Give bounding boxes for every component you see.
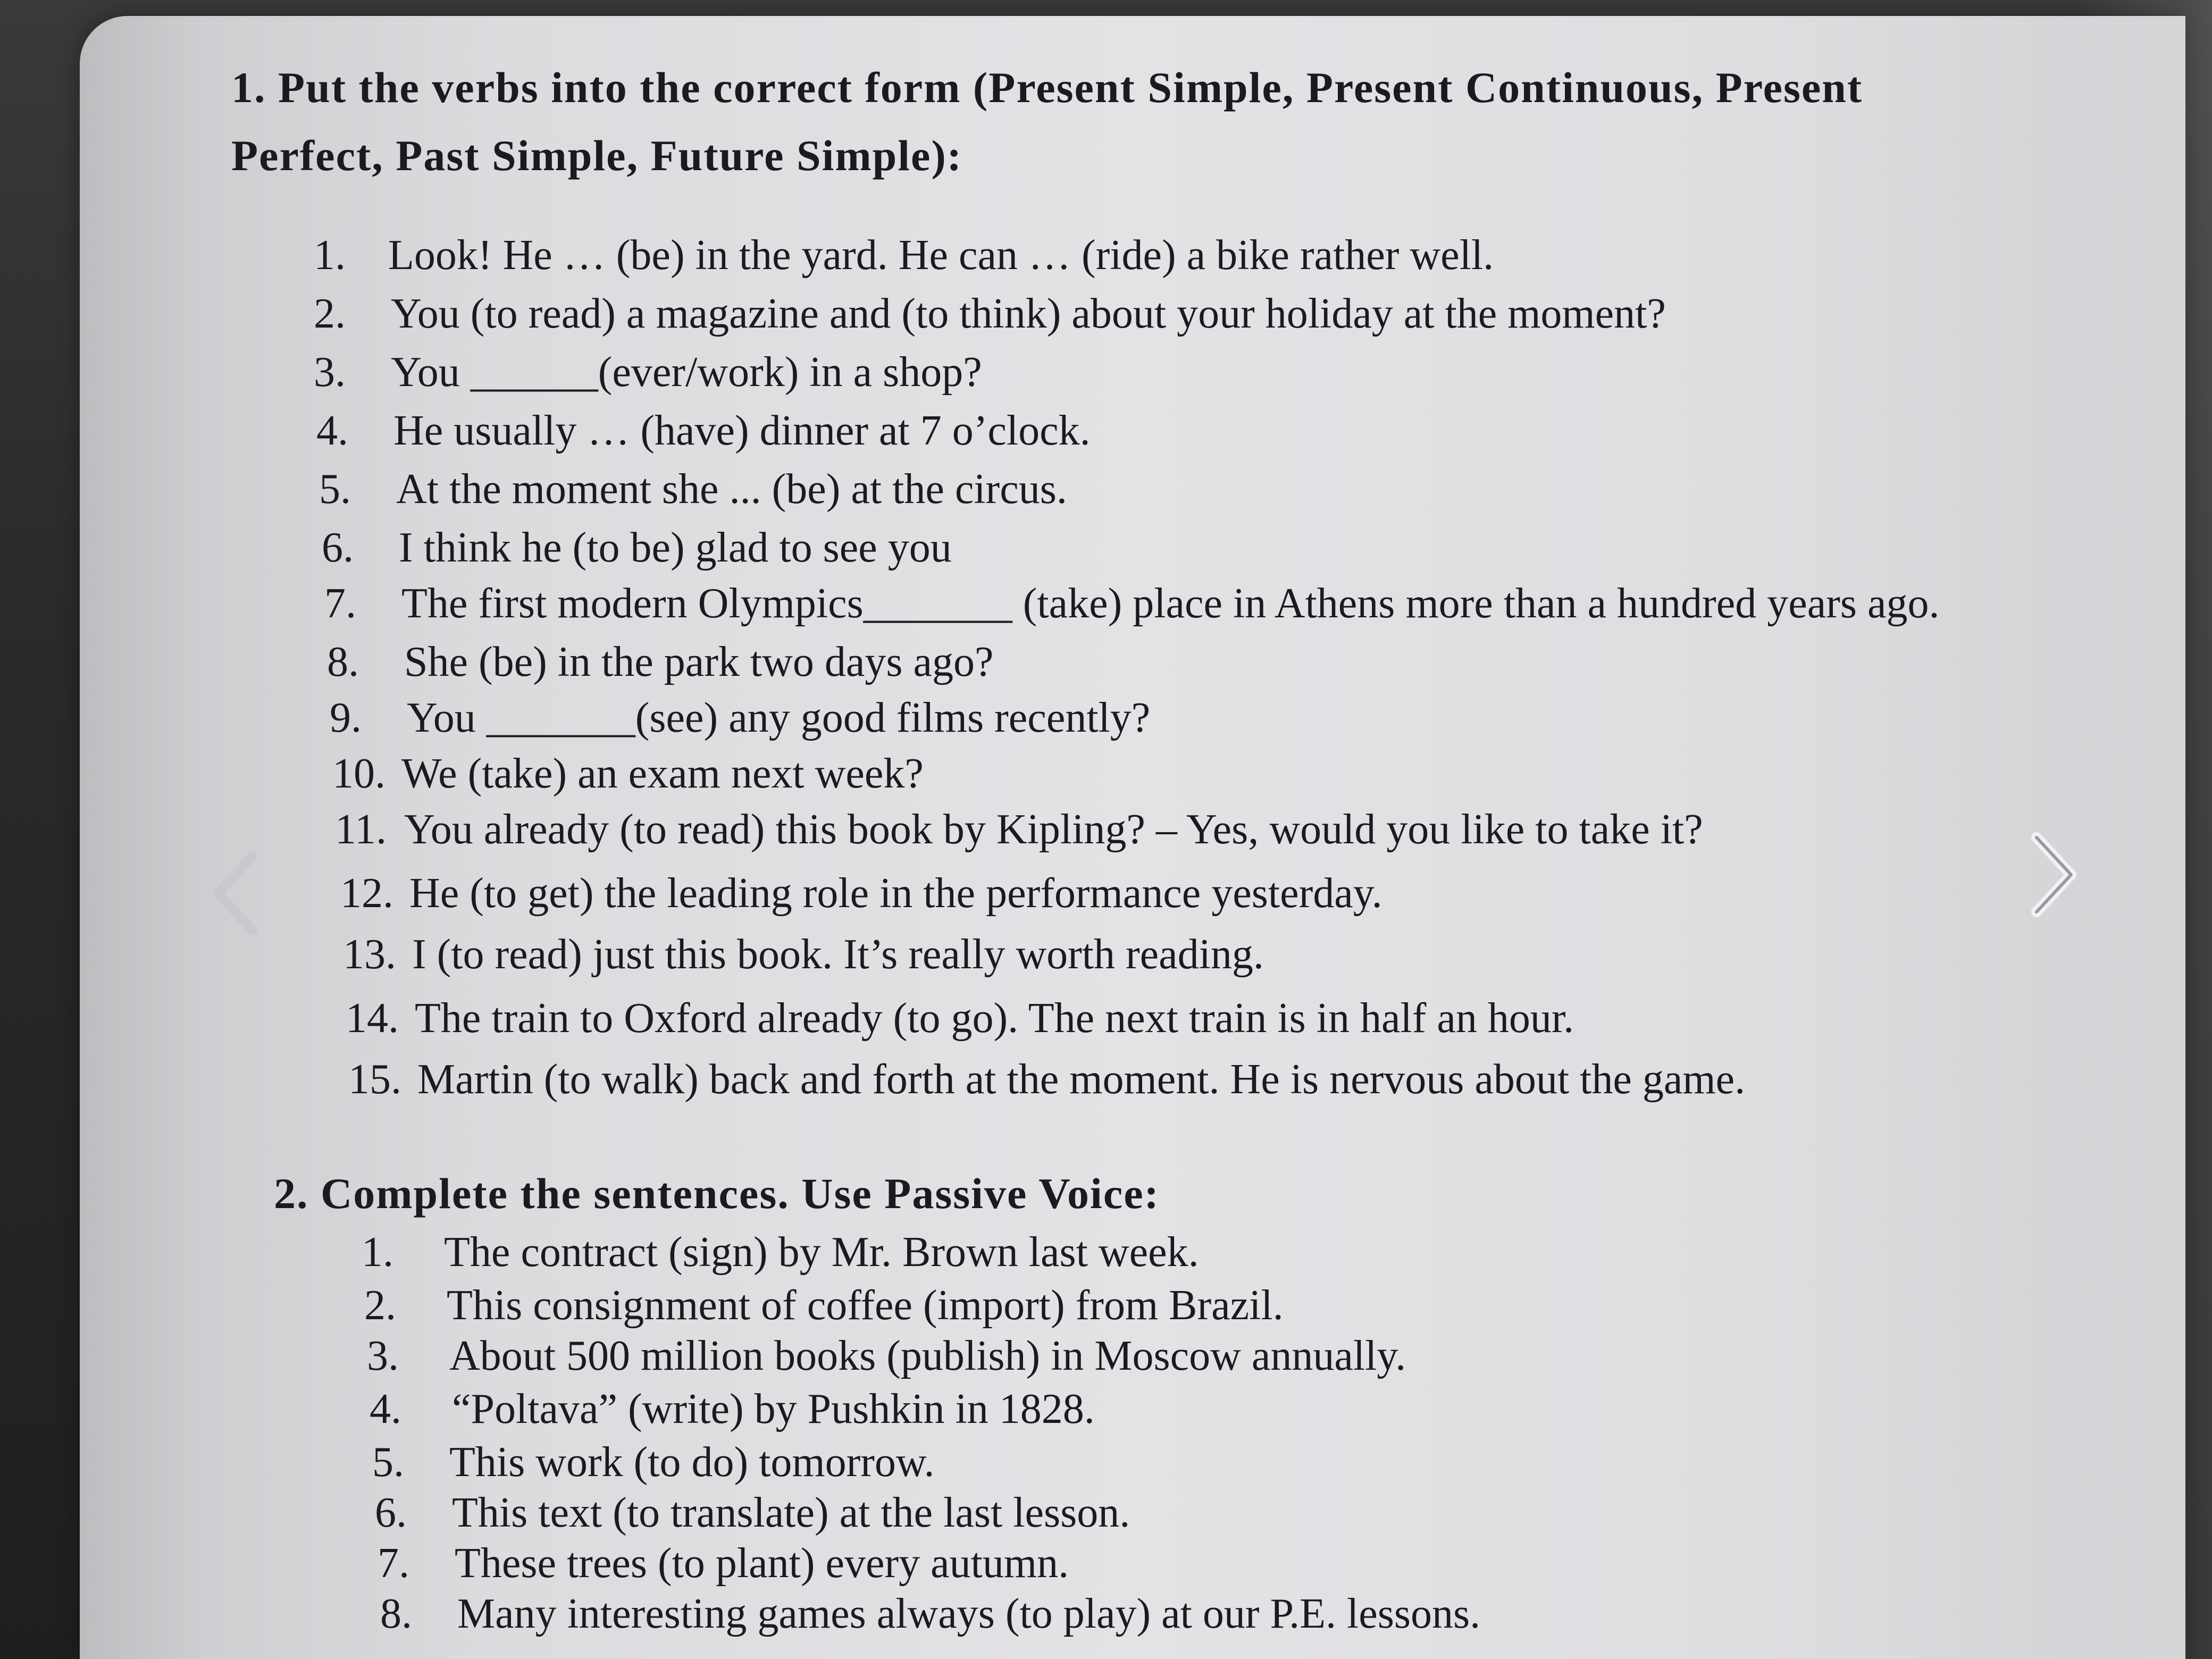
exercise1-item-4: 4. He usually … (have) dinner at 7 o’clock.	[316, 407, 1091, 454]
exercise1-item-9: 9. You _______(see) any good films recently?	[330, 694, 1151, 741]
exercise1-item-12: 12. He (to get) the leading role in the performance yesterday.	[340, 870, 1382, 917]
document-page	[80, 16, 2185, 1659]
exercise1-item-2: 2. You (to read) a magazine and (to think) about your holiday at the moment?	[314, 290, 1666, 337]
exercise1-item-7: 7. The first modern Olympics_______ (take) place in Athens more than a hundred years ago.	[324, 580, 1940, 627]
exercise2-item-6: 6. This text (to translate) at the last lesson.	[375, 1489, 1130, 1536]
exercise2-item-7: 7. These trees (to plant) every autumn.	[378, 1540, 1069, 1587]
exercise1-item-14: 14. The train to Oxford already (to go). The next train is in half an hour.	[346, 995, 1574, 1042]
section1-title-line1: 1. Put the verbs into the correct form (Present Simple, Present Continuous, Present	[231, 63, 1863, 112]
chevron-left-icon[interactable]	[205, 848, 263, 939]
exercise1-item-6: 6. I think he (to be) glad to see you	[322, 524, 952, 571]
exercise2-item-5: 5. This work (to do) tomorrow.	[372, 1439, 935, 1486]
section2-title: 2. Complete the sentences. Use Passive Voice:	[274, 1169, 1160, 1218]
exercise1-item-13: 13. I (to read) just this book. It’s really worth reading.	[343, 931, 1264, 978]
section1-title-line2: Perfect, Past Simple, Future Simple):	[231, 131, 963, 180]
exercise1-item-1: 1. Look! He … (be) in the yard. He can … (ride) a bike rather well.	[314, 232, 1494, 279]
exercise2-item-2: 2. This consignment of coffee (import) from Brazil.	[364, 1282, 1284, 1329]
exercise2-item-8: 8. Many interesting games always (to play) at our P.E. lessons.	[380, 1590, 1481, 1637]
exercise2-item-4: 4. “Poltava” (write) by Pushkin in 1828.	[370, 1386, 1095, 1432]
exercise1-item-8: 8. She (be) in the park two days ago?	[327, 639, 994, 685]
exercise2-item-3: 3. About 500 million books (publish) in Moscow annually.	[367, 1333, 1406, 1379]
exercise1-item-3: 3. You ______(ever/work) in a shop?	[314, 349, 982, 396]
exercise1-item-5: 5. At the moment she ... (be) at the circus.	[319, 466, 1067, 513]
document-viewer	[80, 16, 2185, 1659]
exercise1-item-15: 15. Martin (to walk) back and forth at the moment. He is nervous about the game.	[348, 1056, 1746, 1103]
exercise1-item-10: 10. We (take) an exam next week?	[332, 750, 924, 797]
exercise2-item-1: 1. The contract (sign) by Mr. Brown last week.	[362, 1229, 1199, 1276]
exercise1-item-11: 11. You already (to read) this book by Kipling? – Yes, would you like to take it?	[335, 806, 1703, 853]
chevron-right-icon[interactable]	[2026, 830, 2084, 920]
